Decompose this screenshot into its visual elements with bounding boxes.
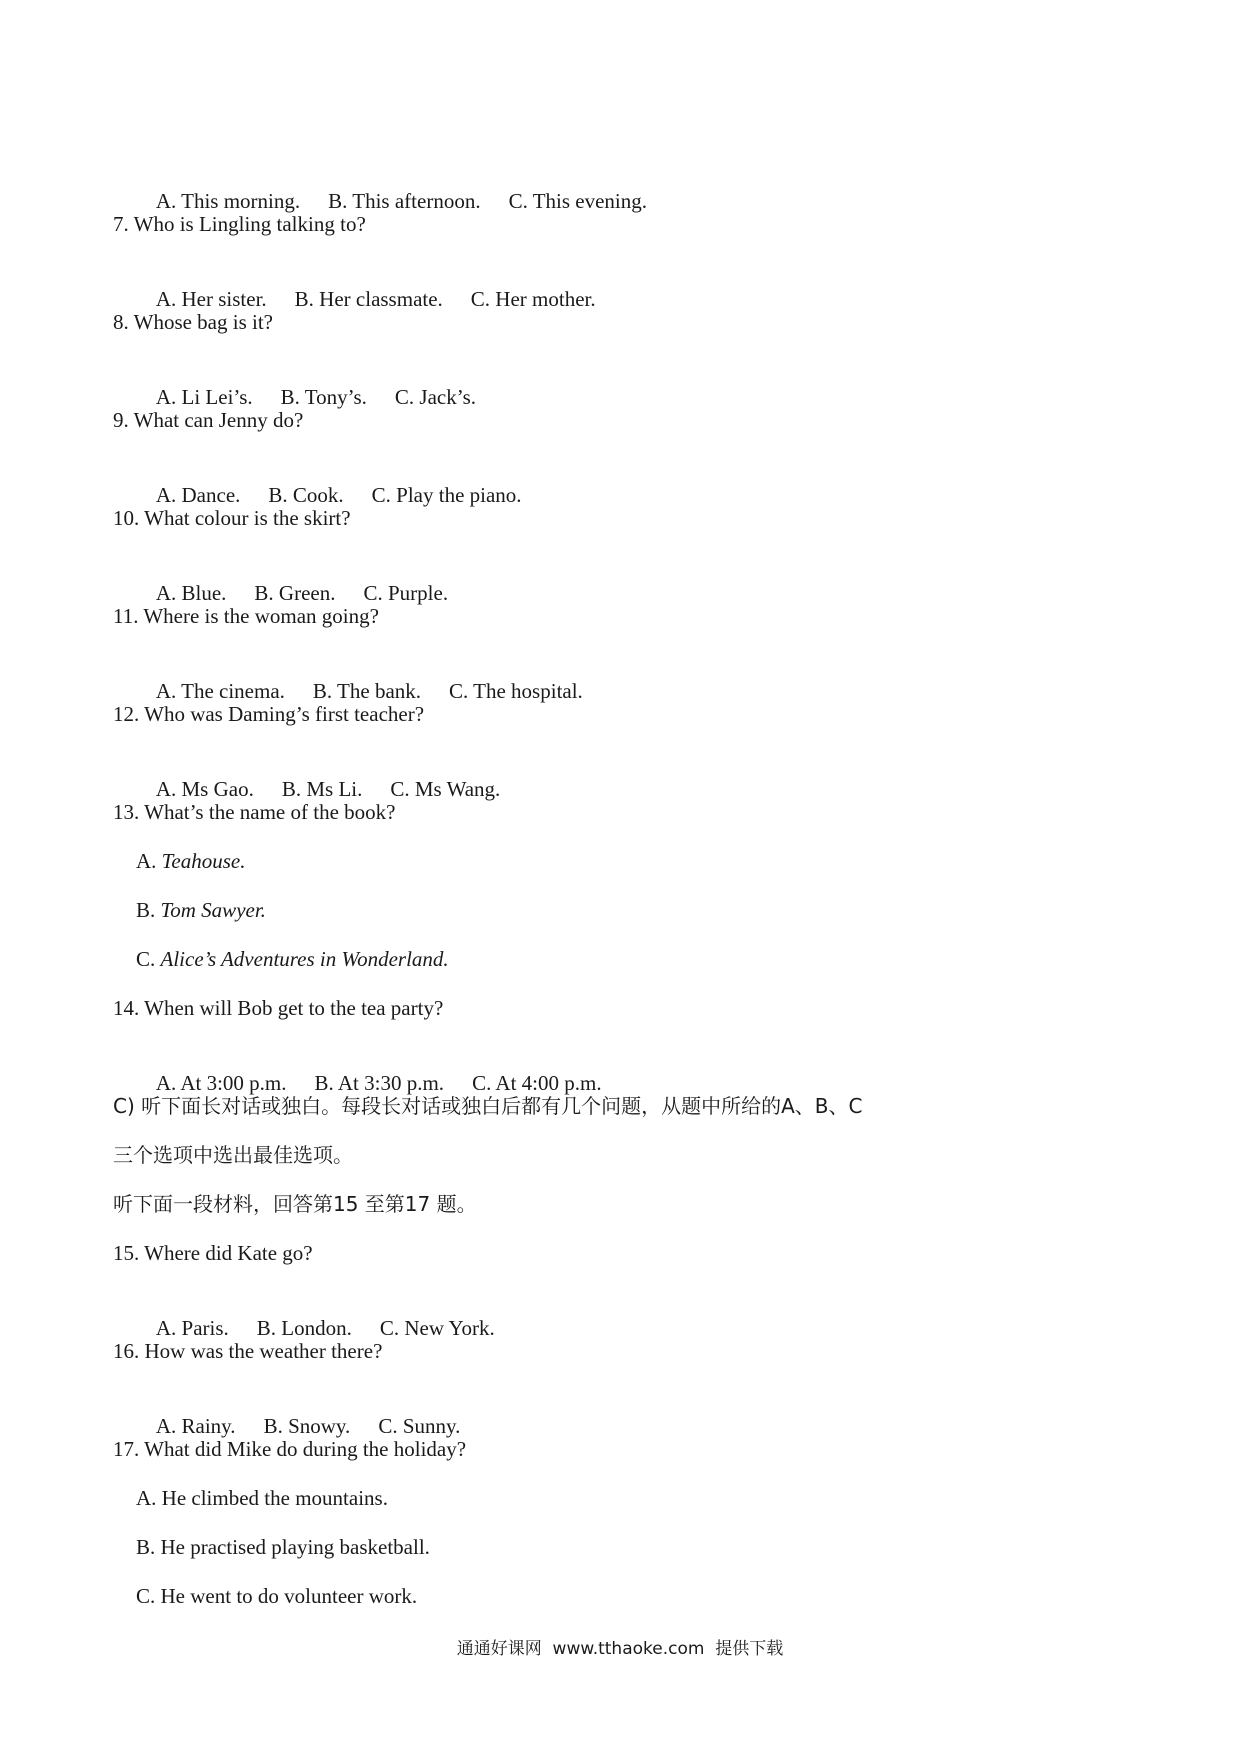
q16-option-a: A. Rainy. [155, 1414, 236, 1438]
q13-option-a-letter: A. [136, 849, 162, 873]
q7-option-b: B. Her classmate. [294, 287, 443, 311]
q13-option-c-title: Alice’s Adventures in Wonderland. [160, 947, 449, 971]
q13-option-b [136, 897, 266, 923]
section-c-instruction-line2: 三个选项中选出最佳选项。 [113, 1143, 353, 1167]
section-c-instruction-line1: C) 听下面长对话或独白。每段长对话或独白后都有几个问题，从题中所给的A、B、C [113, 1094, 863, 1118]
q17-option-c: C. He went to do volunteer work. [136, 1584, 418, 1608]
q12-option-c: C. Ms Wang. [390, 777, 501, 801]
q16-question: 16. How was the weather there? [113, 1339, 383, 1363]
q15-option-b: B. London. [256, 1316, 352, 1340]
q8-question: 8. Whose bag is it? [113, 310, 274, 334]
q6-option-c: C. This evening. [508, 189, 648, 213]
q13-option-b-letter: B. [136, 898, 161, 922]
q9-option-c: C. Play the piano. [371, 483, 522, 507]
q15-option-c: C. New York. [379, 1316, 495, 1340]
q9-question: 9. What can Jenny do? [113, 408, 304, 432]
q13-option-a [136, 848, 246, 874]
q8-option-a: A. Li Lei’s. [155, 385, 253, 409]
q15-question: 15. Where did Kate go? [113, 1241, 313, 1265]
q14-option-b: B. At 3:30 p.m. [314, 1071, 445, 1095]
page-footer: 通通好课网 www.tthaoke.com 提供下载 [456, 1639, 784, 1659]
q8-option-b: B. Tony’s. [280, 385, 367, 409]
q17-option-b: B. He practised playing basketball. [136, 1535, 430, 1559]
q10-option-c: C. Purple. [363, 581, 449, 605]
q8-option-c: C. Jack’s. [394, 385, 476, 409]
q11-option-b: B. The bank. [312, 679, 422, 703]
q14-question: 14. When will Bob get to the tea party? [113, 996, 444, 1020]
q12-question: 12. Who was Daming’s first teacher? [113, 702, 425, 726]
q13-option-b-title: Tom Sawyer. [160, 898, 266, 922]
q14-option-a: A. At 3:00 p.m. [155, 1071, 287, 1095]
q7-question: 7. Who is Lingling talking to? [113, 212, 366, 236]
q11-option-c: C. The hospital. [449, 679, 583, 703]
q13-option-c [136, 946, 449, 972]
q10-option-b: B. Green. [254, 581, 336, 605]
q12-option-a: A. Ms Gao. [155, 777, 254, 801]
q6-option-a: A. This morning. [155, 189, 301, 213]
q10-option-a: A. Blue. [155, 581, 227, 605]
q17-option-a: A. He climbed the mountains. [136, 1486, 388, 1510]
q10-question: 10. What colour is the skirt? [113, 506, 351, 530]
q12-option-b: B. Ms Li. [281, 777, 363, 801]
q9-option-b: B. Cook. [268, 483, 344, 507]
q16-option-b: B. Snowy. [263, 1414, 351, 1438]
q14-option-c: C. At 4:00 p.m. [472, 1071, 602, 1095]
q7-option-c: C. Her mother. [470, 287, 596, 311]
section-c-sub-instruction: 听下面一段材料，回答第15 至第17 题。 [113, 1192, 477, 1216]
q16-option-c: C. Sunny. [378, 1414, 461, 1438]
q13-question: 13. What’s the name of the book? [113, 800, 396, 824]
q13-option-c-letter: C. [136, 947, 161, 971]
q6-option-b: B. This afternoon. [328, 189, 481, 213]
q11-question: 11. Where is the woman going? [113, 604, 379, 628]
q13-option-a-title: Teahouse. [161, 849, 246, 873]
q17-question: 17. What did Mike do during the holiday? [113, 1437, 467, 1461]
q7-option-a: A. Her sister. [155, 287, 267, 311]
q9-option-a: A. Dance. [155, 483, 241, 507]
q15-option-a: A. Paris. [155, 1316, 229, 1340]
q11-option-a: A. The cinema. [155, 679, 285, 703]
